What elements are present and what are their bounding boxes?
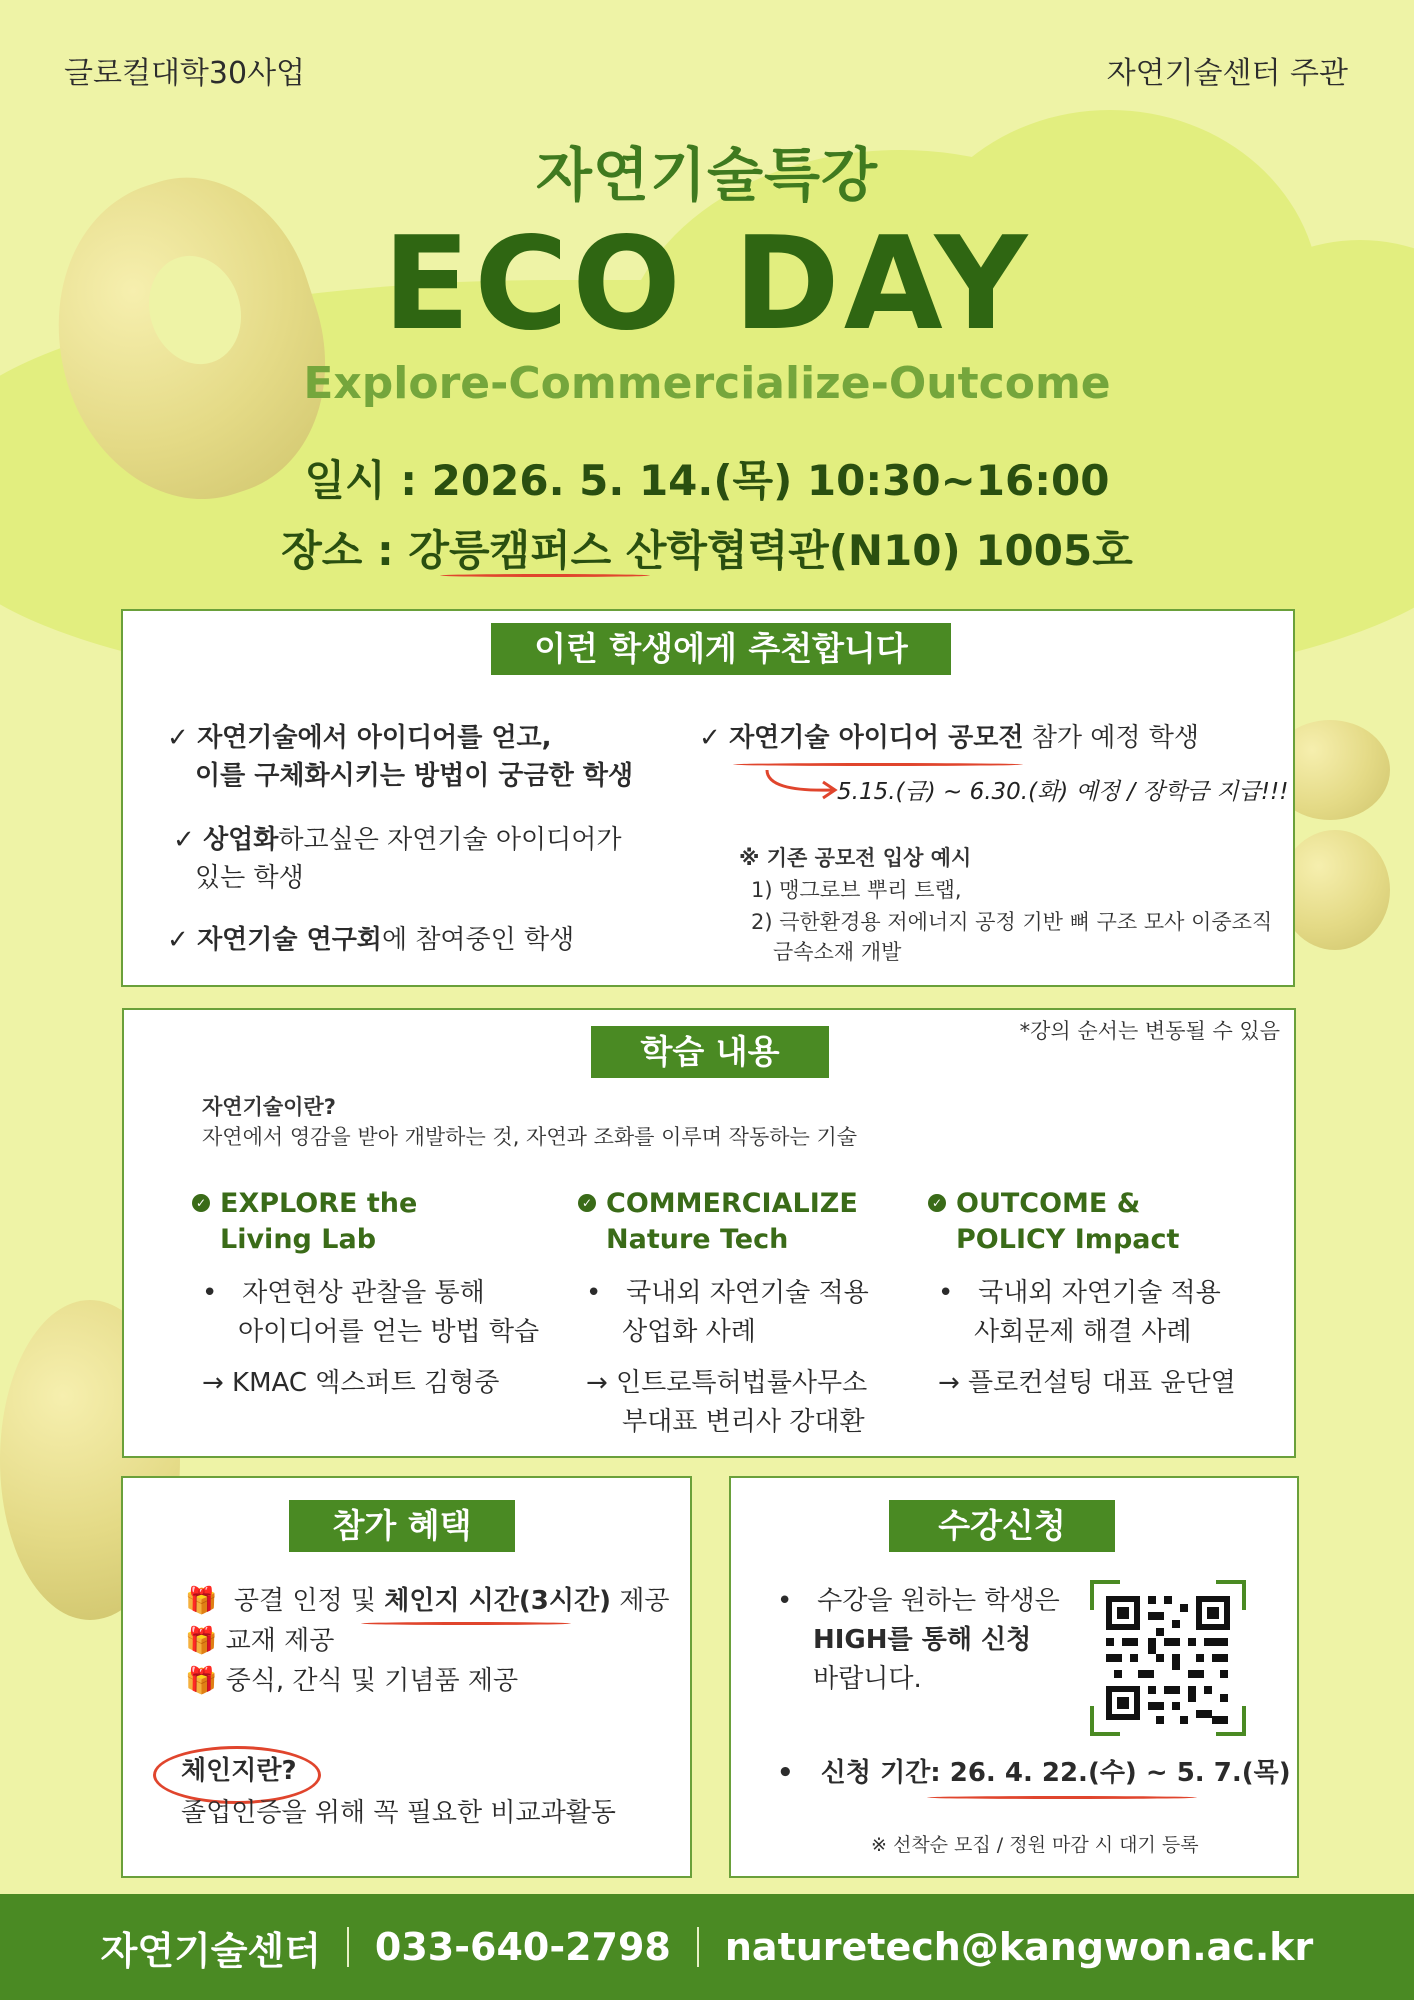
footer-phone[interactable]: 033-640-2798 [374,1925,671,1969]
footer-bar [0,1894,1414,2000]
learning-title: 학습 내용 [591,1026,829,1078]
footer-separator [347,1927,349,1967]
bullet-dot: • [938,1278,979,1308]
event-title: ECO DAY [382,210,1032,359]
recommend-item-3: ✓ 자연기술 연구회에 참여중인 학생 [167,925,575,955]
program-label: 글로컬대학30사업 [64,56,306,91]
check-icon: ✓ [167,925,189,955]
bullet-dot: • [586,1278,627,1308]
col3-bullet: • 국내외 자연기술 적용 사회문제 해결 사례 [938,1278,1221,1347]
bullet-dot: • [777,1586,818,1616]
check-icon: ✓ [167,723,189,753]
check-icon: ✓ [173,825,195,855]
col1-bullet: • 자연현상 관찰을 통해 아이디어를 얻는 방법 학습 [202,1278,540,1347]
recommend-title: 이런 학생에게 추천합니다 [491,623,951,675]
recommend-box [121,609,1295,987]
event-date: 일시 : 2026. 5. 14.(목) 10:30~16:00 [304,456,1110,505]
apply-period: • 신청 기간: 26. 4. 22.(수) ~ 5. 7.(목) [777,1758,1291,1788]
col1-heading: EXPLORE the Living Lab [220,1188,418,1255]
gift-icon: 🎁 [185,1586,226,1616]
col3-heading: OUTCOME & POLICY Impact [956,1188,1180,1255]
apply-instructions: • 수강을 원하는 학생은 HIGH를 통해 신청 바랍니다. [777,1586,1060,1694]
chain-title: 체인지란? [181,1756,297,1786]
footer-org: 자연기술센터 [100,1928,321,1973]
chain-time-underline [361,1622,571,1625]
benefits-title: 참가 혜택 [289,1500,515,1552]
example-1: 1) 맹그로브 뿌리 트랩, [751,878,962,902]
event-subtitle: 자연기술특강 [535,141,879,209]
bullet-dot: • [202,1278,243,1308]
red-arrow-icon [763,766,843,806]
recommend-item-1: ✓ 자연기술에서 아이디어를 얻고, 이를 구체화시키는 방법이 궁금한 학생 [167,723,634,791]
col2-heading: COMMERCIALIZE Nature Tech [606,1188,858,1255]
benefits-box [121,1476,692,1878]
col2-speaker: → 인트로특허법률사무소 부대표 변리사 강대환 [586,1368,868,1437]
order-notice: *강의 순서는 변동될 수 있음 [1019,1019,1280,1043]
benefit-item-1: 🎁 공결 인정 및 체인지 시간(3시간) 제공 [185,1586,670,1616]
host-label: 자연기술센터 주관 [1106,56,1348,91]
col3-speaker: → 플로컨설팅 대표 윤단열 [938,1368,1236,1398]
check-circle-icon: ✓ [192,1194,210,1212]
check-circle-icon: ✓ [928,1194,946,1212]
bullet-dot: • [777,1758,821,1788]
decorative-blob-right [1280,830,1390,950]
example-title: ※ 기존 공모전 입상 예시 [739,846,972,870]
place-underline [440,574,650,577]
benefit-item-3: 🎁 중식, 간식 및 기념품 제공 [185,1666,519,1696]
gift-icon: 🎁 [185,1666,226,1696]
definition-text: 자연에서 영감을 받아 개발하는 것, 자연과 조화를 이루며 작동하는 기술 [202,1125,858,1149]
check-circle-icon: ✓ [578,1194,596,1212]
event-place: 장소 : 강릉캠퍼스 산학협력관(N10) 1005호 [281,526,1133,575]
qr-code-icon[interactable] [1090,1580,1246,1736]
benefit-item-2: 🎁 교재 제공 [185,1626,335,1656]
chain-description: 졸업인증을 위해 꼭 필요한 비교과활동 [181,1798,616,1828]
col2-bullet: • 국내외 자연기술 적용 상업화 사례 [586,1278,869,1347]
check-icon: ✓ [699,723,721,753]
col1-speaker: → KMAC 엑스퍼트 김형중 [202,1368,500,1398]
period-underline [927,1796,1197,1799]
footer-separator [697,1927,699,1967]
event-tagline: Explore-Commercialize-Outcome [303,358,1111,409]
footer-email[interactable]: naturetech@kangwon.ac.kr [724,1925,1314,1969]
apply-title: 수강신청 [889,1500,1115,1552]
example-2: 2) 극한환경용 저에너지 공정 기반 뼈 구조 모사 이중조직 [751,910,1273,934]
gift-icon: 🎁 [185,1626,226,1656]
definition-title: 자연기술이란? [202,1095,336,1119]
contest-schedule: 5.15.(금) ~ 6.30.(화) 예정 / 장학금 지급!!! [837,779,1289,805]
apply-note: ※ 선착순 모집 / 정원 마감 시 대기 등록 [871,1834,1199,1856]
recommend-item-4: ✓ 자연기술 아이디어 공모전 참가 예정 학생 [699,723,1199,753]
example-2-cont: 금속소재 개발 [773,940,902,964]
learning-box [122,1008,1296,1458]
recommend-item-2: ✓ 상업화하고싶은 자연기술 아이디어가 있는 학생 [173,825,622,893]
